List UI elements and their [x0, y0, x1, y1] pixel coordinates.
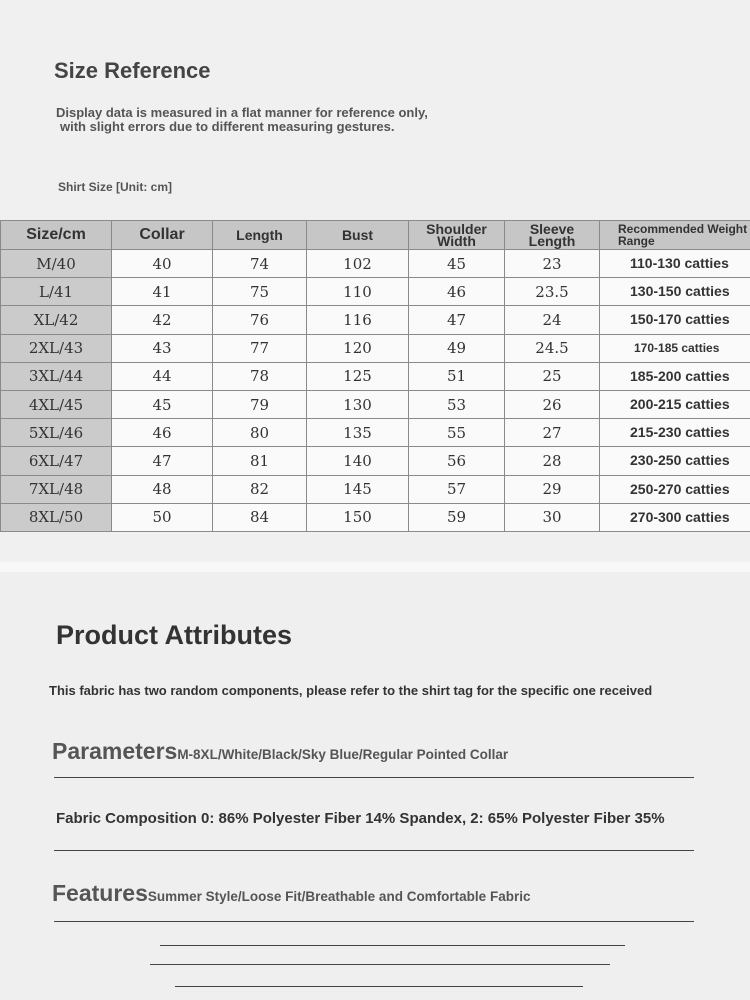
measurement-note-line1: Display data is measured in a flat manner for reference only,: [56, 105, 428, 120]
header-size: Size/cm: [1, 221, 112, 250]
cell-sleeve-length: 23: [505, 250, 600, 278]
cell-sleeve-length: 29: [505, 475, 600, 503]
cell-sleeve-length: 23.5: [505, 278, 600, 306]
divider-line: [54, 777, 694, 778]
cell-sleeve-length: 30: [505, 503, 600, 531]
cell-bust: 150: [307, 503, 409, 531]
cell-sleeve-length: 26: [505, 390, 600, 418]
divider-line: [54, 850, 694, 851]
header-bust: Bust: [307, 221, 409, 250]
cell-sleeve-length: 25: [505, 362, 600, 390]
fabric-note: This fabric has two random components, please refer to the shirt tag for the specific one received: [49, 683, 653, 698]
table-row: [1, 419, 750, 447]
cell-collar: 45: [112, 390, 213, 418]
parameters-value: M-8XL/White/Black/Sky Blue/Regular Pointed Collar: [177, 747, 509, 762]
features-label: Features: [52, 880, 148, 906]
cell-collar: 50: [112, 503, 213, 531]
cell-size: 8XL/50: [1, 503, 112, 531]
divider-line: [175, 986, 583, 987]
cell-length: 78: [213, 362, 307, 390]
cell-bust: 145: [307, 475, 409, 503]
cell-length: 76: [213, 306, 307, 334]
cell-length: 79: [213, 390, 307, 418]
cell-collar: 40: [112, 250, 213, 278]
cell-bust: 125: [307, 362, 409, 390]
cell-shoulder-width: 56: [409, 447, 505, 475]
cell-length: 81: [213, 447, 307, 475]
cell-length: 80: [213, 419, 307, 447]
cell-sleeve-length: 28: [505, 447, 600, 475]
table-row: [1, 334, 750, 362]
table-row: [1, 278, 750, 306]
parameters-row: [52, 738, 508, 765]
cell-length: 74: [213, 250, 307, 278]
cell-shoulder-width: 47: [409, 306, 505, 334]
parameters-label: Parameters: [52, 738, 178, 764]
table-row: [1, 362, 750, 390]
cell-shoulder-width: 55: [409, 419, 505, 447]
cell-bust: 130: [307, 390, 409, 418]
cell-sleeve-length: 27: [505, 419, 600, 447]
cell-bust: 110: [307, 278, 409, 306]
unit-label: Shirt Size [Unit: cm]: [58, 180, 173, 194]
table-row: [1, 250, 750, 278]
cell-length: 75: [213, 278, 307, 306]
cell-weight-range: 170-185 catties: [600, 334, 750, 362]
divider-line: [54, 921, 694, 922]
cell-bust: 120: [307, 334, 409, 362]
measurement-note: [56, 106, 428, 134]
cell-length: 84: [213, 503, 307, 531]
product-attributes-title: Product Attributes: [56, 620, 292, 650]
cell-bust: 102: [307, 250, 409, 278]
header-shoulder-width: Shoulder Width: [409, 221, 505, 250]
cell-weight-range: 270-300 catties: [600, 503, 750, 531]
fabric-composition: Fabric Composition 0: 86% Polyester Fiber 14% Spandex, 2: 65% Polyester Fiber 35%: [56, 810, 665, 827]
size-reference-title: Size Reference: [54, 58, 211, 83]
cell-weight-range: 200-215 catties: [600, 390, 750, 418]
cell-size: 7XL/48: [1, 475, 112, 503]
cell-sleeve-length: 24: [505, 306, 600, 334]
header-sleeve-length: Sleeve Length: [505, 221, 600, 250]
cell-weight-range: 250-270 catties: [600, 475, 750, 503]
cell-collar: 48: [112, 475, 213, 503]
header-recommended-weight: Recommended Weight Range: [600, 221, 750, 250]
cell-collar: 46: [112, 419, 213, 447]
cell-shoulder-width: 57: [409, 475, 505, 503]
features-value: Summer Style/Loose Fit/Breathable and Comfortable Fabric: [147, 889, 531, 904]
header-collar: Collar: [112, 221, 213, 250]
cell-weight-range: 130-150 catties: [600, 278, 750, 306]
table-row: [1, 390, 750, 418]
cell-collar: 43: [112, 334, 213, 362]
cell-shoulder-width: 46: [409, 278, 505, 306]
cell-size: L/41: [1, 278, 112, 306]
table-row: [1, 475, 750, 503]
cell-size: M/40: [1, 250, 112, 278]
table-row: [1, 306, 750, 334]
cell-length: 82: [213, 475, 307, 503]
cell-shoulder-width: 49: [409, 334, 505, 362]
cell-shoulder-width: 45: [409, 250, 505, 278]
cell-weight-range: 110-130 catties: [600, 250, 750, 278]
cell-shoulder-width: 59: [409, 503, 505, 531]
table-row: [1, 447, 750, 475]
cell-collar: 44: [112, 362, 213, 390]
measurement-note-line2: with slight errors due to different measuring gestures.: [60, 119, 395, 134]
cell-shoulder-width: 53: [409, 390, 505, 418]
divider-line: [160, 945, 625, 946]
size-table: [0, 220, 750, 532]
cell-size: 6XL/47: [1, 447, 112, 475]
cell-collar: 41: [112, 278, 213, 306]
cell-weight-range: 230-250 catties: [600, 447, 750, 475]
cell-bust: 140: [307, 447, 409, 475]
section-divider: [0, 562, 750, 572]
divider-line: [150, 964, 610, 965]
cell-size: XL/42: [1, 306, 112, 334]
size-table-header: [1, 221, 750, 250]
cell-size: 5XL/46: [1, 419, 112, 447]
cell-size: 4XL/45: [1, 390, 112, 418]
features-row: [52, 880, 530, 907]
cell-bust: 116: [307, 306, 409, 334]
cell-weight-range: 150-170 catties: [600, 306, 750, 334]
cell-weight-range: 185-200 catties: [600, 362, 750, 390]
cell-bust: 135: [307, 419, 409, 447]
cell-weight-range: 215-230 catties: [600, 419, 750, 447]
header-length: Length: [213, 221, 307, 250]
cell-length: 77: [213, 334, 307, 362]
cell-sleeve-length: 24.5: [505, 334, 600, 362]
cell-collar: 47: [112, 447, 213, 475]
cell-shoulder-width: 51: [409, 362, 505, 390]
cell-size: 2XL/43: [1, 334, 112, 362]
cell-collar: 42: [112, 306, 213, 334]
cell-size: 3XL/44: [1, 362, 112, 390]
table-row: [1, 503, 750, 531]
